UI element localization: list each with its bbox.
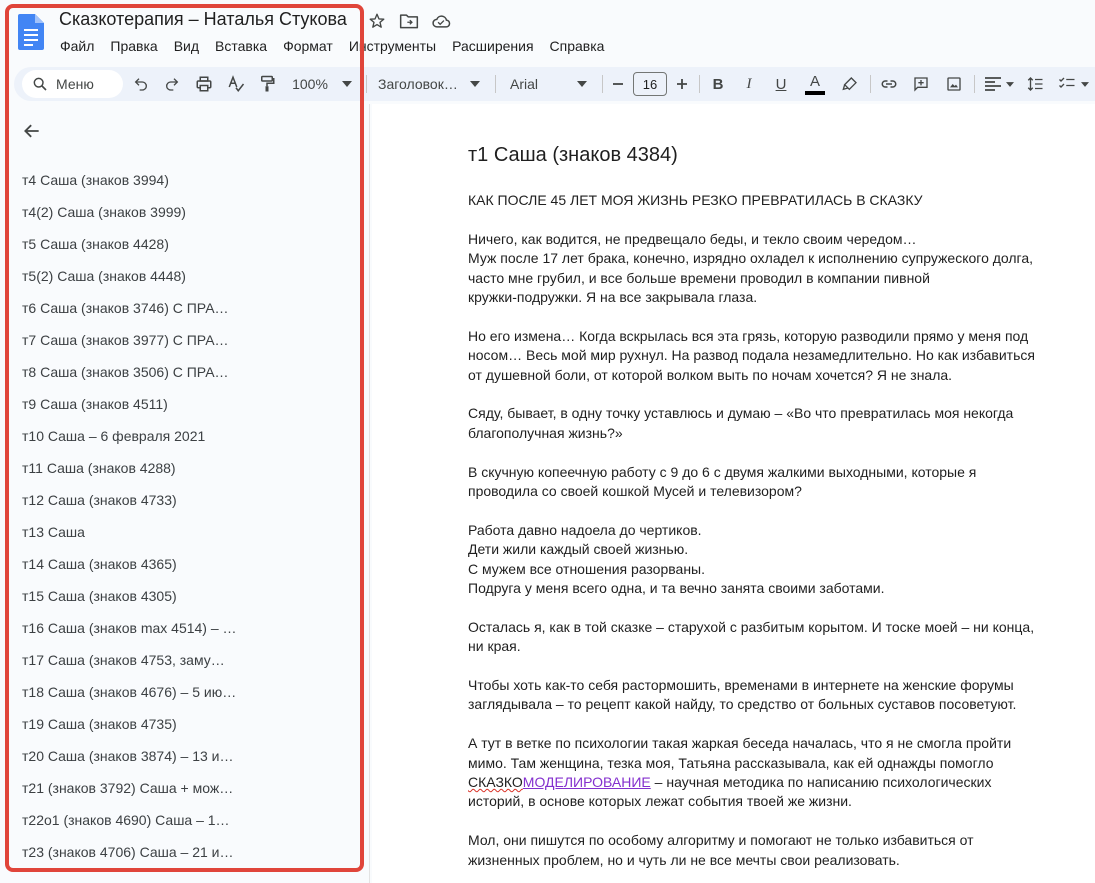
highlight-color-icon[interactable] bbox=[839, 67, 861, 101]
text-line: благополучная жизнь?» bbox=[468, 424, 623, 441]
menu-help[interactable]: Справка bbox=[549, 38, 605, 54]
italic-icon[interactable]: I bbox=[746, 75, 752, 92]
text-line: С мужем все отношения разорваны. bbox=[468, 560, 706, 577]
menu-view[interactable]: Вид bbox=[173, 38, 200, 54]
menu-file[interactable]: Файл bbox=[60, 38, 95, 54]
outline-item[interactable]: т6 Саша (знаков 3746) С ПРА… bbox=[22, 300, 229, 316]
outline-item[interactable]: т13 Саша bbox=[22, 524, 85, 540]
paragraph bbox=[468, 463, 1068, 502]
toolbar bbox=[14, 67, 1095, 101]
term-link[interactable]: МОДЕЛИРОВАНИЕ bbox=[522, 774, 651, 791]
outline-item[interactable]: т5(2) Саша (знаков 4448) bbox=[22, 268, 186, 284]
document-title[interactable]: Сказкотерапия – Наталья Стукова bbox=[59, 9, 347, 29]
menu-edit[interactable]: Правка bbox=[110, 38, 158, 54]
text-line: Муж после 17 лет брака, конечно, изрядно охладел к исполнению супружеского долга, bbox=[468, 250, 1034, 267]
add-comment-icon[interactable] bbox=[910, 67, 932, 101]
align-left-icon[interactable] bbox=[982, 67, 1004, 101]
outline-item[interactable]: т7 Саша (знаков 3977) С ПРА… bbox=[22, 332, 229, 348]
increase-font-size-icon[interactable] bbox=[674, 67, 690, 101]
menu-bar bbox=[52, 36, 612, 56]
checklist-icon[interactable] bbox=[1056, 67, 1078, 101]
print-icon[interactable] bbox=[192, 67, 216, 101]
star-icon[interactable] bbox=[366, 10, 388, 32]
outline-item[interactable]: т10 Саша – 6 февраля 2021 bbox=[22, 428, 206, 444]
document-page[interactable] bbox=[372, 104, 1095, 883]
document-subtitle bbox=[468, 191, 1068, 210]
menu-tools[interactable]: Инструменты bbox=[348, 38, 437, 54]
menu-insert[interactable]: Вставка bbox=[215, 38, 268, 54]
text-line: Сяду, бывает, в одну точку уставлюсь и думаю – «Во что превратилась моя некогда bbox=[468, 405, 1014, 422]
header bbox=[0, 0, 1095, 64]
outline-list bbox=[22, 164, 242, 868]
paragraph bbox=[468, 676, 1068, 715]
line-spacing-icon[interactable] bbox=[1024, 67, 1046, 101]
text-line: от душевной боли, от которой волком выть по ночам хочется? Я не знала. bbox=[468, 366, 953, 383]
toolbar-divider bbox=[366, 75, 367, 93]
search-menus-label: Меню bbox=[56, 76, 94, 92]
insert-image-icon[interactable] bbox=[943, 67, 965, 101]
outline-item[interactable]: т11 Саша (знаков 4288) bbox=[22, 460, 176, 476]
outline-item[interactable]: т19 Саша (знаков 4735) bbox=[22, 716, 177, 732]
style-dropdown-icon[interactable] bbox=[470, 67, 480, 101]
text-line: заглядывала – то рецепт какой найду, то средство от больных суставов посоветуют. bbox=[468, 696, 1017, 713]
text-line: Чтобы хоть как-то себя растормошить, временами в интернете на женские форумы bbox=[468, 677, 1014, 694]
paragraph bbox=[468, 521, 1068, 599]
align-dropdown-icon[interactable] bbox=[1005, 67, 1015, 101]
toolbar-divider bbox=[974, 75, 975, 93]
paragraph bbox=[468, 404, 1068, 443]
paragraph bbox=[468, 831, 1068, 870]
undo-icon[interactable] bbox=[130, 67, 152, 101]
outline-item[interactable]: т22о1 (знаков 4690) Саша – 1… bbox=[22, 812, 230, 828]
text-color-icon[interactable]: A bbox=[803, 67, 827, 101]
paragraph-style-select[interactable]: Заголовок… bbox=[378, 76, 458, 92]
text-line: носом… Весь мой мир рухнул. На развод подала незамедлительно. Но как избавиться bbox=[468, 347, 1035, 364]
text-line: Но его измена… Когда вскрылась вся эта грязь, которую разводили прямо у меня под bbox=[468, 327, 1029, 344]
menu-format[interactable]: Формат bbox=[283, 38, 333, 54]
outline-item[interactable]: т5 Саша (знаков 4428) bbox=[22, 236, 169, 252]
font-size-input[interactable]: 16 bbox=[633, 72, 667, 96]
document-heading: т1 Саша (знаков 4384) bbox=[468, 144, 678, 166]
outline-item[interactable]: т14 Саша (знаков 4365) bbox=[22, 556, 177, 572]
toolbar-divider bbox=[602, 75, 603, 93]
paragraph bbox=[468, 327, 1068, 385]
text-line: часто мне грубил, и все больше времени проводил в компании пивной bbox=[468, 269, 930, 286]
outline-item[interactable]: т17 Саша (знаков 4753, заму… bbox=[22, 652, 225, 668]
document-body[interactable] bbox=[468, 142, 1068, 883]
paragraph bbox=[468, 734, 1068, 812]
checklist-dropdown-icon[interactable] bbox=[1080, 67, 1090, 101]
outline-item[interactable]: т18 Саша (знаков 4676) – 5 ию… bbox=[22, 684, 237, 700]
text-line: мимо. Там женщина, тезка моя, Татьяна рассказывала, как ей однажды помогло bbox=[468, 754, 994, 771]
text-line: проводила со своей кошкой Мусей и телевизором? bbox=[468, 483, 802, 500]
text-line: Мол, они пишутся по особому алгоритму и помогают не только избавиться от bbox=[468, 832, 974, 849]
outline-item[interactable]: т12 Саша (знаков 4733) bbox=[22, 492, 177, 508]
font-dropdown-icon[interactable] bbox=[577, 67, 587, 101]
toolbar-divider bbox=[495, 75, 496, 93]
paint-format-icon[interactable] bbox=[256, 67, 278, 101]
decrease-font-size-icon[interactable] bbox=[610, 67, 626, 101]
outline-item[interactable]: т23 (знаков 4706) Саша – 21 и… bbox=[22, 844, 234, 860]
search-menus-button[interactable] bbox=[22, 70, 123, 98]
text-fragment: – научная методика по написанию психологических bbox=[650, 774, 992, 791]
redo-icon[interactable] bbox=[161, 67, 183, 101]
text-line: Подруга у меня всего одна, и та вечно занята своими заботами. bbox=[468, 580, 885, 597]
subtitle-line: КАК ПОСЛЕ 45 ЛЕТ МОЯ ЖИЗНЬ РЕЗКО ПРЕВРАТИЛАСЬ В СКАЗКУ bbox=[468, 192, 923, 208]
outline-item[interactable]: т20 Саша (знаков 3874) – 13 и… bbox=[22, 748, 234, 764]
paragraph bbox=[468, 230, 1068, 308]
misspelled-word[interactable]: СКАЗКО bbox=[468, 774, 523, 791]
text-line: Дети жили каждый своей жизнью. bbox=[468, 541, 689, 558]
text-line: В скучную копеечную работу с 9 до 6 с двумя жалкими выходными, которые я bbox=[468, 463, 977, 480]
text-line: кружки-подружки. Я на все закрывала глаза. bbox=[468, 289, 758, 306]
text-line: Ничего, как водится, не предвещало беды, и текло своим чередом… bbox=[468, 230, 917, 247]
back-arrow-icon[interactable] bbox=[22, 121, 42, 141]
outline-item[interactable]: т21 (знаков 3792) Саша + мож… bbox=[22, 780, 234, 796]
spellcheck-icon[interactable] bbox=[225, 67, 247, 101]
move-folder-icon[interactable] bbox=[398, 10, 420, 32]
zoom-value[interactable]: 100% bbox=[292, 76, 328, 92]
text-line bbox=[468, 773, 1068, 792]
zoom-dropdown-icon[interactable] bbox=[342, 67, 352, 101]
outline-item[interactable]: т9 Саша (знаков 4511) bbox=[22, 396, 168, 412]
text-line: жизненных проблем, но и чуть ли не все мечты свои реализовать. bbox=[468, 851, 900, 868]
text-line: Работа давно надоела до чертиков. bbox=[468, 521, 702, 538]
menu-extensions[interactable]: Расширения bbox=[452, 38, 534, 54]
search-icon bbox=[32, 76, 48, 92]
outline-item[interactable]: т4(2) Саша (знаков 3999) bbox=[22, 204, 186, 220]
outline-item[interactable]: т16 Саша (знаков max 4514) – … bbox=[22, 620, 237, 636]
outline-item[interactable]: т8 Саша (знаков 3506) С ПРА… bbox=[22, 364, 229, 380]
bold-icon[interactable]: B bbox=[712, 75, 724, 93]
insert-link-icon[interactable] bbox=[878, 67, 900, 101]
text-line: историй, в основе которых лежат события твоей же жизни. bbox=[468, 793, 852, 810]
text-line: А тут в ветке по психологии такая жаркая беседа началась, что я не смогла пройти bbox=[468, 735, 1012, 752]
paragraph bbox=[468, 618, 1068, 657]
text-line: Осталась я, как в той сказке – старухой с разбитым корытом. И тоске моей – ни конца, bbox=[468, 618, 1035, 635]
outline-item[interactable]: т4 Саша (знаков 3994) bbox=[22, 172, 169, 188]
font-select[interactable]: Arial bbox=[510, 76, 539, 92]
outline-item[interactable]: т15 Саша (знаков 4305) bbox=[22, 588, 177, 604]
toolbar-divider bbox=[699, 75, 700, 93]
underline-icon[interactable]: U bbox=[775, 75, 787, 93]
cloud-saved-icon[interactable] bbox=[430, 10, 452, 32]
document-outline bbox=[0, 104, 370, 883]
text-line: ни края. bbox=[468, 638, 521, 655]
toolbar-divider bbox=[870, 75, 871, 93]
docs-logo-icon[interactable] bbox=[18, 14, 44, 50]
